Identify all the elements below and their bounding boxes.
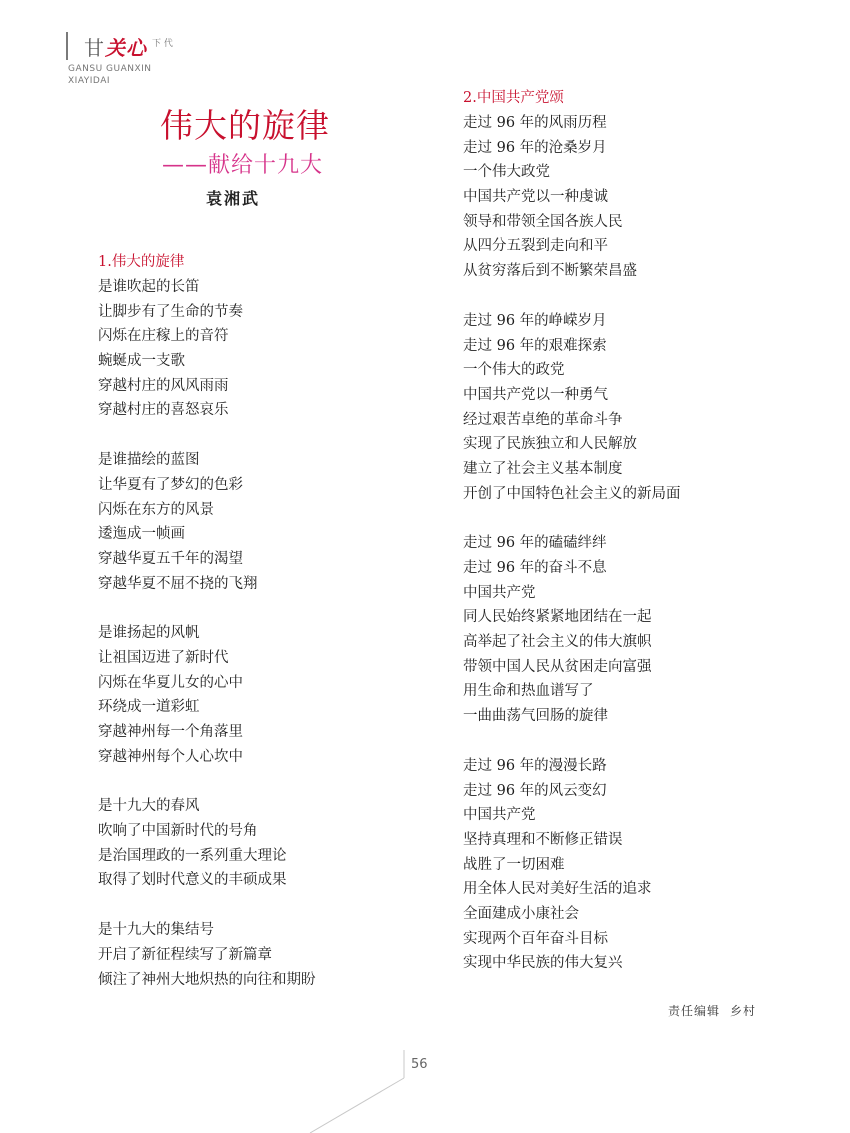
article-subtitle: ——献给十九大: [162, 153, 324, 178]
poem-line: 让祖国迈进了新时代: [98, 649, 229, 666]
stanza-gap: [463, 506, 793, 531]
poem-line: 全面建成小康社会: [463, 905, 579, 922]
poem-line: 用全体人民对美好生活的追求: [463, 881, 652, 898]
poem-line: 是治国理政的一系列重大理论: [98, 847, 287, 864]
poem-line: 穿越华夏五千年的渴望: [98, 550, 243, 567]
poem-line: 是谁扬起的风帆: [98, 625, 200, 642]
poem-line: 是十九大的集结号: [98, 922, 214, 939]
poem-line: 实现中华民族的伟大复兴: [463, 955, 623, 972]
poem-line: 是谁吹起的长笛: [98, 279, 200, 295]
logo-bar-icon: [66, 32, 80, 60]
poem-line: 实现两个百年奋斗目标: [463, 930, 608, 947]
logo-small-text: 下 代: [152, 39, 173, 49]
logo-red-chars: 关心: [105, 36, 147, 60]
poem-line: 蜿蜒成一支歌: [98, 353, 185, 370]
poem-part2: [463, 86, 793, 976]
poem-line: 是谁描绘的蓝图: [98, 452, 200, 469]
editor-name: 乡村: [730, 1004, 757, 1018]
poem-line: 走过 96 年的峥嵘岁月: [463, 312, 607, 329]
poem-line: 带领中国人民从贫困走向富强: [463, 658, 652, 675]
poem-line: 中国共产党: [463, 584, 536, 601]
poem-line: 走过 96 年的艰难探索: [463, 337, 607, 354]
poem-line: 走过 96 年的沧桑岁月: [463, 139, 607, 156]
poem-line: 开创了中国特色社会主义的新局面: [463, 485, 681, 502]
poem-line: 领导和带领全国各族人民: [463, 213, 623, 230]
poem-line: 高举起了社会主义的伟大旗帜: [463, 634, 652, 651]
logo-english-line1: GANSU GUANXIN: [68, 64, 152, 74]
poem-line: 走过 96 年的磕磕绊绊: [463, 535, 607, 552]
magazine-logo: [66, 32, 216, 92]
poem-line: 走过 96 年的奋斗不息: [463, 560, 607, 576]
poem-line: 中国共产党以一种虔诚: [463, 189, 608, 206]
poem-line: 中国共产党以一种勇气: [463, 386, 608, 403]
poem-line: 开启了新征程续写了新篇章: [98, 946, 272, 963]
poem-line: 环绕成一道彩虹: [98, 699, 200, 716]
poem-line: 逶迤成一帧画: [98, 526, 185, 543]
poem-line: 走过 96 年的风雨历程: [463, 115, 607, 131]
poem-line: 取得了划时代意义的丰硕成果: [98, 872, 287, 889]
stanza-gap: [463, 729, 793, 754]
poem-line: 吹响了中国新时代的号角: [98, 823, 258, 840]
poem-line: 穿越神州每一个角落里: [98, 724, 243, 740]
poem-line: 一曲曲荡气回肠的旋律: [463, 708, 608, 725]
poem-line: 走过 96 年的风云变幻: [463, 782, 607, 799]
logo-english-line2: XIAYIDAI: [68, 76, 111, 86]
poem-line: 从四分五裂到走向和平: [463, 238, 608, 255]
poem-line: 用生命和热血谱写了: [463, 683, 594, 700]
stanza-gap: [98, 596, 418, 621]
poem-part1: [98, 250, 418, 992]
poem-line: 从贫穷落后到不断繁荣昌盛: [463, 263, 637, 280]
article-title: 伟大的旋律: [160, 106, 330, 145]
poem-line: 同人民始终紧紧地团结在一起: [463, 609, 652, 626]
poem-line: 一个伟大的政党: [463, 362, 565, 379]
editor-label: 责任编辑: [668, 1004, 721, 1018]
poem-line: 穿越华夏不屈不挠的飞翔: [98, 575, 258, 592]
stanza-gap: [463, 284, 793, 309]
part1-heading: 1.伟大的旋律: [98, 254, 185, 270]
poem-line: 经过艰苦卓绝的革命斗争: [463, 411, 623, 428]
responsible-editor: [668, 1002, 756, 1019]
poem-line: 让脚步有了生命的节奏: [98, 303, 243, 320]
poem-line: 一个伟大政党: [463, 164, 550, 181]
poem-line: 穿越村庄的风风雨雨: [98, 377, 229, 394]
part2-heading: 2.中国共产党颂: [463, 90, 564, 106]
poem-line: 穿越神州每个人心坎中: [98, 748, 243, 765]
stanza-gap: [98, 893, 418, 918]
poem-line: 闪烁在华夏儿女的心中: [98, 674, 243, 691]
poem-line: 是十九大的春风: [98, 798, 200, 815]
poem-line: 坚持真理和不断修正错误: [463, 831, 623, 848]
poem-line: 走过 96 年的漫漫长路: [463, 757, 607, 774]
poem-line: 闪烁在庄稼上的音符: [98, 328, 229, 345]
poem-line: 战胜了一切困难: [463, 856, 565, 873]
poem-line: 实现了民族独立和人民解放: [463, 436, 637, 453]
article-author: 袁湘武: [206, 189, 261, 208]
poem-line: 穿越村庄的喜怒哀乐: [98, 402, 229, 419]
stanza-gap: [98, 423, 418, 448]
page-number: 56: [411, 1057, 428, 1072]
poem-line: 倾注了神州大地炽热的向往和期盼: [98, 971, 316, 988]
logo-chinese: [84, 32, 147, 61]
poem-line: 中国共产党: [463, 807, 536, 824]
logo-first-char: 甘: [84, 36, 105, 60]
poem-line: 让华夏有了梦幻的色彩: [98, 476, 243, 493]
stanza-gap: [98, 769, 418, 794]
poem-line: 闪烁在东方的风景: [98, 501, 214, 518]
poem-line: 建立了社会主义基本制度: [463, 460, 623, 477]
